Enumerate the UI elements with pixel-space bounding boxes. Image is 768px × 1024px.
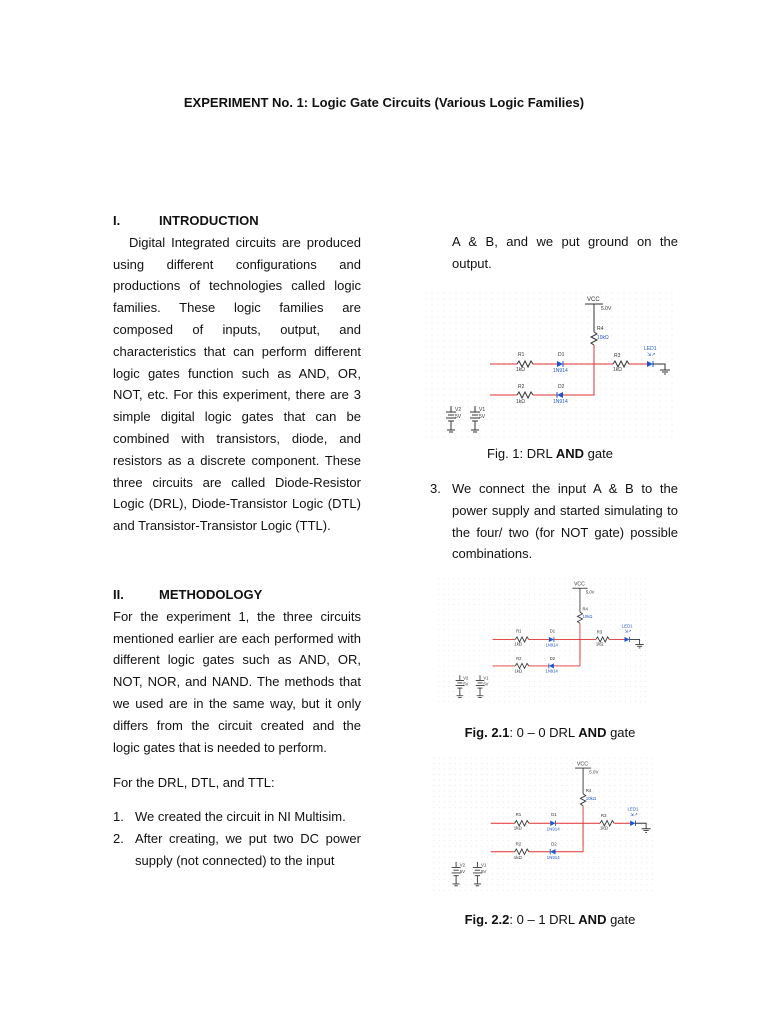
vcc-label: VCC (576, 761, 589, 768)
v1-value: 5V (479, 414, 486, 420)
v2-value: 5V (455, 414, 462, 420)
d1-model: 1N914 (546, 826, 560, 832)
led-label: LED1 (627, 806, 639, 812)
steps-list (113, 806, 361, 871)
d2-model: 1N914 (546, 855, 560, 861)
r2-value: 1kΩ (513, 855, 522, 861)
r1-label: R1 (515, 811, 522, 817)
step-number: 3. (430, 481, 441, 496)
r2-label: R2 (515, 841, 522, 847)
v2-value: 5V (463, 681, 469, 687)
v2-label: V2 (459, 862, 466, 868)
section-number: I. (113, 213, 121, 228)
v1-label: V1 (483, 675, 489, 681)
v1-value: 5V (483, 681, 489, 687)
section-title: INTRODUCTION (159, 213, 259, 228)
page-title: EXPERIMENT No. 1: Logic Gate Circuits (Various Logic Families) (183, 95, 585, 110)
r4-value: 10kΩ (585, 796, 597, 802)
d1-label: D1 (549, 628, 556, 634)
led-arrows: ⇲↗ (630, 811, 638, 817)
led-label: LED1 (621, 623, 633, 629)
d1-label: D1 (558, 352, 565, 358)
step-number: 2. (113, 830, 124, 846)
r1-value: 1kΩ (513, 825, 522, 831)
r1-value: 1kΩ (516, 367, 526, 373)
r3-label: R3 (596, 629, 603, 635)
methodology-heading (113, 584, 361, 606)
circuit-svg (425, 292, 675, 442)
list-item (430, 478, 678, 565)
vcc-label: VCC (574, 581, 585, 588)
v2-value: 5V (459, 868, 466, 874)
step-number: 1. (113, 809, 124, 824)
r2-value: 1kΩ (516, 399, 526, 405)
step-text: After creating, we put two DC power supply (not connected) to the input (135, 830, 361, 868)
section-title: METHODOLOGY (159, 587, 263, 602)
introduction-paragraph: Digital Integrated circuits are produced using different configurations and productions of technologies called logic families. These logic families are composed of inputs, output, and characteristics that can perform different logic gates function such as AND, OR, NOT, etc. For this experiment, there are 3 simple digital logic gates that can be combined with transistors, diode, and resistors as a discrete component. These three circuits are called Diode-Resistor Logic (DRL), Diode-Transistor Logic (DTL) and Transistor-Transistor Logic (TTL). (113, 234, 361, 534)
methodology-subhead: For the DRL, DTL, and TTL: (113, 775, 275, 790)
led-arrows: ⇲↗ (647, 352, 656, 358)
continuation-text: A & B, and we put ground on the output. (452, 234, 678, 271)
led-label: LED1 (644, 346, 657, 352)
r1-label: R1 (516, 628, 522, 634)
r3-value: 1kΩ (599, 825, 608, 831)
vcc-label: VCC (587, 297, 600, 303)
led-arrows: ⇲↗ (624, 628, 632, 634)
d2-label: D2 (549, 655, 556, 661)
d1-model: 1N914 (545, 642, 558, 648)
r3-value: 1kΩ (595, 641, 604, 647)
figure-caption: Fig. 2.2: 0 – 1 DRL AND gate (464, 912, 636, 927)
circuit-svg (438, 578, 648, 706)
v1-value: 5V (480, 868, 487, 874)
circuit-diagram-fig1 (425, 292, 675, 442)
r2-value: 1kΩ (514, 668, 523, 674)
r3-label: R3 (600, 812, 607, 818)
figure-caption: Fig. 2.1: 0 – 0 DRL AND gate (464, 725, 636, 740)
list-item (113, 828, 361, 872)
introduction-section (113, 210, 361, 537)
r3-label: R3 (614, 353, 621, 359)
r4-label: R4 (582, 606, 588, 612)
section-number: II. (113, 587, 124, 602)
vcc-value: 5.0V (585, 589, 595, 595)
d2-label: D2 (551, 841, 557, 847)
methodology-paragraph: For the experiment 1, the three circuits mentioned earlier are each performed with different logic gates such as AND, OR, NOT, NOR, and NAND. The methods that we used are in the same way, but it only differs from the circuit created and the logic gates that is needed to perform. (113, 608, 361, 755)
introduction-heading (113, 210, 361, 232)
r2-label: R2 (516, 655, 522, 661)
d2-label: D2 (558, 384, 565, 390)
r1-label: R1 (518, 352, 525, 358)
r4-value: 10kΩ (582, 614, 593, 620)
d1-model: 1N914 (553, 368, 568, 374)
v2-label: V2 (463, 675, 469, 681)
r4-label: R4 (597, 326, 604, 332)
v1-label: V1 (480, 862, 487, 868)
d2-model: 1N914 (553, 399, 568, 405)
d2-model: 1N914 (545, 668, 558, 674)
r4-label: R4 (585, 787, 592, 793)
v2-label: V2 (455, 407, 462, 413)
d1-label: D1 (551, 811, 557, 817)
r2-label: R2 (518, 384, 525, 390)
r4-value: 10kΩ (597, 335, 609, 341)
circuit-svg (433, 757, 655, 895)
r1-value: 1kΩ (514, 641, 523, 647)
step-3 (430, 478, 678, 565)
vcc-value: 5.0V (601, 306, 612, 312)
r3-value: 1kΩ (613, 367, 623, 373)
circuit-diagram-fig2-2 (433, 757, 655, 895)
figure-caption: Fig. 1: DRL AND gate (487, 446, 613, 461)
list-item (113, 806, 361, 828)
circuit-diagram-fig2-1 (438, 578, 648, 706)
step-text: We created the circuit in NI Multisim. (135, 809, 346, 824)
v1-label: V1 (479, 407, 486, 413)
step-text: We connect the input A & B to the power supply and started simulating to the four/ two (for NOT gate) possible combinations. (452, 481, 678, 562)
vcc-value: 5.0V (589, 769, 599, 775)
methodology-section (113, 584, 361, 758)
